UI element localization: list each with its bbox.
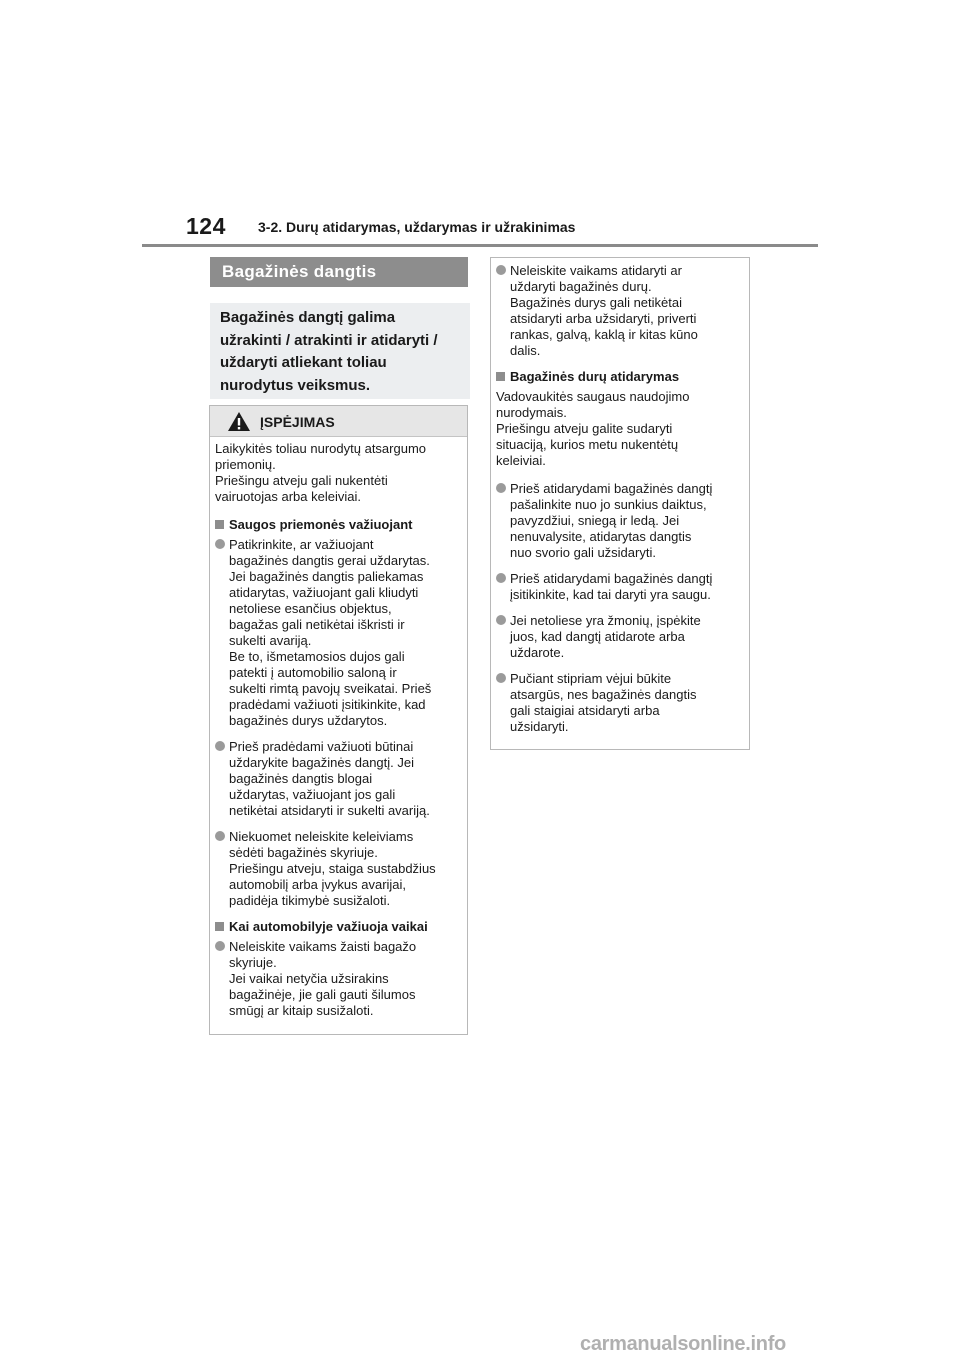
list-item: Prieš atidarydami bagažinės dangtį įsitikinkite, kad tai daryti yra saugu. bbox=[496, 571, 749, 603]
watermark: carmanualsonline.info bbox=[580, 1333, 786, 1355]
warning-intro: Laikykitės toliau nurodytų atsargumo priemonių. Priešingu atveju gali nukentėti vairuotojas arba keleiviai. bbox=[215, 441, 427, 504]
subheading-opening: Bagažinės durų atidarymas bbox=[496, 369, 749, 385]
warning-continued-box bbox=[490, 257, 750, 750]
warning-title: ĮSPĖJIMAS bbox=[260, 414, 335, 430]
warning-box bbox=[209, 405, 468, 1035]
section-header-title: 3-2. Durų atidarymas, uždarymas ir užrakinimas bbox=[258, 219, 576, 235]
list-item: Pučiant stipriam vėjui būkite atsargūs, nes bagažinės dangtis gali staigiai atsidaryti arba užsidaryti. bbox=[496, 671, 749, 735]
list-item: Neleiskite vaikams atidaryti ar uždaryti bagažinės durų. Bagažinės durys gali netikėtai atsidaryti arba užsidaryti, priverti rankas, galvą, kaklą ir kitas kūno dalis. bbox=[496, 263, 749, 359]
warning-body bbox=[210, 437, 467, 1019]
list-item: Patikrinkite, ar važiuojant bagažinės dangtis gerai uždarytas. Jei bagažinės dangtis paliekamas atidarytas, važiuojant gali kliudyti netoliese esančius objektus, bagažas gali netikėtai iškristi ir sukelti avariją. Be to, išmetamosios dujos gali patekti į automobilio saloną ir sukelti rimtą pavojų sveikatai. Prieš pradėdami važiuoti įsitikinkite, kad bagažinės durys uždarytos. bbox=[215, 537, 467, 729]
list-item: Prieš pradėdami važiuoti būtinai uždarykite bagažinės dangtį. Jei bagažinės dangtis blogai uždarytas, važiuojant jos gali netikėtai atsidaryti ir sukelti avariją. bbox=[215, 739, 467, 819]
section-title-bar: Bagažinės dangtis bbox=[210, 257, 468, 287]
warning-subheading-driving: Saugos priemonės važiuojant bbox=[215, 517, 467, 533]
list-item: Jei netoliese yra žmonių, įspėkite juos, kad dangtį atidarote arba uždarote. bbox=[496, 613, 749, 661]
list-item: Neleiskite vaikams žaisti bagažo skyriuje. Jei vaikai netyčia užsirakins bagažinėje, jie gali gauti šilumos smūgį ar kitaip susižaloti. bbox=[215, 939, 467, 1019]
warning-subheading-children: Kai automobilyje važiuoja vaikai bbox=[215, 919, 467, 935]
opening-intro: Vadovaukitės saugaus naudojimo nurodymais. Priešingu atveju galite sudaryti situaciją, kurios metu nukentėtų keleiviai. bbox=[496, 389, 690, 468]
page-number: 124 bbox=[186, 213, 226, 239]
warning-triangle-icon bbox=[227, 411, 251, 432]
warning-header bbox=[210, 406, 467, 437]
list-item: Prieš atidarydami bagažinės dangtį pašalinkite nuo jo sunkius daiktus, pavyzdžiui, sniegą ir ledą. Jei nenuvalysite, atidarytas dangtis nuo svorio gali užsidaryti. bbox=[496, 481, 749, 561]
header-divider bbox=[142, 244, 818, 247]
list-item: Niekuomet neleiskite keleiviams sėdėti bagažinės skyriuje. Priešingu atveju, staiga sustabdžius automobilį arba įvykus avarijai, padidėja tikimybė susižaloti. bbox=[215, 829, 467, 909]
section-intro: Bagažinės dangtį galima užrakinti / atrakinti ir atidaryti / uždaryti atliekant toliau nurodytus veiksmus. bbox=[210, 303, 470, 399]
